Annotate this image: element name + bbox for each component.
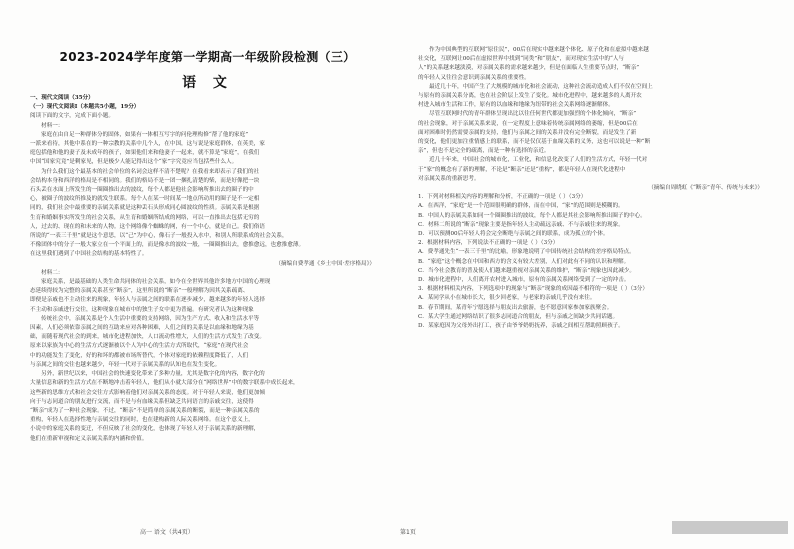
- text-line: B．春节期间，某青年宁愿选择与朋友出去旅游，也不愿意回家参加家族聚会。: [418, 304, 613, 311]
- text-line: 2．根据材料内容，下列说法不正确的一项是（ ）（3分）: [418, 240, 559, 247]
- text-line: 面对困难时仍然需要亲属的支持，他们与亲属之间的关系并没有完全断裂，而是发生了新: [418, 129, 637, 136]
- text-line: 为什么我们这个最基本的社会单位的名词会这样不清不楚呢？在我看来却表示了我们的社: [41, 168, 260, 175]
- exam-title: 2023-2024学年度第一学期高一年级阶段检测（三）: [59, 50, 356, 64]
- text-line: C．材料二所说的“断亲”现象主要是指年轻人主动疏远亲戚、不与亲戚往来的现象。: [418, 221, 624, 228]
- text-line: A．某同学从小在城市长大，很少回老家，与老家的亲戚几乎没有来往。: [418, 295, 596, 302]
- text-line: 最近几十年，中国产生了大规模的城市化和社会流动，这种社会流动造成人们不仅在空间上: [429, 83, 653, 90]
- text-line: 石头丢在水面上所发生的一圈圈推出去的波纹，每个人都是他社会影响所推出去的圈子的中: [30, 187, 254, 194]
- text-line: 不主动和亲戚进行交往，这种现象在城市中的独生子女中更为普遍。有研究者认为这种现象: [30, 306, 254, 313]
- text-line: 重构，年轻人在选择性地与亲属交往的同时，也在建构新的人际关系网络。在这个意义上，: [30, 417, 254, 424]
- text-line: 1．下列对材料相关内容的理解和分析，不正确的一项是（ ）（3分）: [418, 194, 587, 201]
- text-line: 的变化，他们更加注重情感上的联系，而不是仅仅基于血缘关系的义务，这也可以说是一种“断: [418, 139, 651, 146]
- text-line: 村进入城市生活和工作，原有的以血缘和地缘为纽带的社会关系网络逐渐解体。: [418, 102, 614, 109]
- text-line: 材料一：: [41, 122, 64, 129]
- text-line: 态延续得较为完整的亲属关系甚至“断亲”，这里所说的“断亲”一般理解为因其关系疏离、: [30, 288, 249, 295]
- text-line: 在这里我们遇到了中国社会结构的基本特性了。: [30, 251, 148, 258]
- text-line: 社交化，互联网让00后在虚拟世界中找到“同类”和“朋友”，而对现实生活中的“人与: [418, 56, 625, 63]
- left-column-text: [30, 94, 385, 444]
- text-line: D．城市化进程中，人们离开农村进入城市，原有的亲属关系网络受到了一定的冲击。: [418, 277, 630, 284]
- text-line: “断亲”成为了一种社会现象。不过，“断亲”不是简单的亲属关系的断裂，而是一种亲属关系的: [30, 407, 260, 414]
- text-line: 一、现代文阅读（35分）: [30, 95, 94, 101]
- text-line: 中国“国家究竟”是剩家见，但是极少人能记得出这个“家”字究竟应当包括些什么人。: [30, 159, 238, 166]
- text-line: 3．根据材料相关内容，下列选项中的现象与“断亲”现象的成因最不相符的一项是（ ）（3分）: [418, 286, 648, 293]
- text-line: 庭包括他和他的妻子及未成年的孩子，如果他们来和他妻子一起来，就不算是“家庭”，在我们: [30, 150, 260, 157]
- text-line: D．某家庭因为父母外出打工，孩子由爷爷奶奶抚养，亲戚之间相互帮助照顾孩子。: [418, 323, 624, 330]
- text-line: 家庭关系，是最基础的人类生命共同体的社会关系，如今在全世界其他许多地方中国的心理现: [41, 279, 271, 286]
- text-line: 材料二：: [41, 269, 64, 276]
- text-line: B．“家庭”这个概念在中国和西方的含义有较大差别，人们对此有不同的认识和理解。: [418, 258, 630, 265]
- text-line: 不像团体中的分子一般大家立在一个平面上的，而是像水的波纹一般，一圈圈推出去，愈推愈远，也愈推愈薄。: [30, 242, 305, 249]
- text-line: 人”的关系越来越淡漠，对亲属关系的需求越来越少，但是在面临人生重要节点时，“断亲”: [418, 65, 640, 72]
- text-line: C．某大学生通过网络结识了很多志同道合的朋友，但与亲戚之间缺少共同话题。: [418, 313, 619, 320]
- text-line: 大量信息和新的生活方式在不断地冲击着年轻人，他们从小就大部分在“网络世界”中的数字联系中成长起来，: [30, 380, 299, 387]
- text-line: （一）现代文阅读I（本题共5小题，19分）: [30, 104, 140, 111]
- text-line: 另外，新世纪以来，中国社会的快速变化带来了多种力量，尤其是数字化的内容，数字化的: [41, 371, 265, 378]
- right-column-text: [418, 46, 773, 331]
- text-line: 的社会现象，对于亲属关系来说，在一定程度上意味着传统亲属网络的萎缩，但是00后在: [418, 120, 638, 127]
- text-line: 于“家”的概念有了新的理解，不论是“断亲”还是“重构”，都是年轻人在现代化进程中: [418, 166, 626, 173]
- text-line: 的年轻人又往往会意识到亲属关系的重要性。: [418, 74, 530, 81]
- text-line: 他们在重新审视和定义亲属关系的内涵和价值。: [30, 435, 148, 442]
- text-line: 人，过去的、现在的和未来的人物。这个网络像个蜘蛛的网，有一个中心，就是自己。我们俗语: [30, 223, 265, 230]
- text-line: D．可以预测00后年轻人将会完全断绝与亲属之间的联系，成为孤立的个体。: [418, 231, 609, 238]
- text-line: 即便是亲戚也不主动往来的现象，年轻人与亲属之间的联系在逐步减少，越来越多的年轻人选择: [30, 297, 265, 304]
- text-line: 阅读下面的文字，完成下面小题。: [30, 113, 114, 120]
- gray-bar: [672, 521, 788, 534]
- text-line: A．费孝通先生“一表三千里”的比喻，形象地说明了中国传统社会结构的差序格局特点。: [418, 249, 635, 256]
- text-line: 原来以家族为中心的生活方式逐渐被以个人为中心的生活方式所取代，“家庭”在现代社会: [30, 343, 249, 350]
- text-line: 与原有的亲属关系分离，也在社会阶层上发生了变化。城市化进程中，越来越多的人离开农: [418, 93, 642, 100]
- text-line: （摘编自费孝通《乡土中国·差序格局》）: [275, 260, 375, 267]
- text-line: 向于与志同道合的朋友进行交流，而不是与有血缘关系但缺乏共同语言的亲戚交往，这使得: [30, 398, 254, 405]
- text-line: （摘编自周晓虹《“断亲”青年、传统与未来》）: [648, 185, 763, 192]
- text-line: 传统社会中，亲属关系是个人生活中重要的支持网络，因为生产方式、收入和生活水平等: [41, 315, 260, 322]
- text-line: 小说中的家庭关系的变迁，不但反映了社会的变化，也体现了年轻人对于亲属关系的新理解，: [30, 426, 260, 433]
- text-line: 中的功能发生了变化，好的和坏的都被市场所替代，个体对家庭的依赖程度降低了，人们: [30, 352, 249, 359]
- text-line: 础，而随着现代社会的到来，城市化进程加快，人口流动性增大，人们的生活方式发生了改变。: [30, 334, 265, 341]
- text-line: 心，被圈子的波纹所推及的就发生联系。每个人在某一时间某一地点所动用的圈子是不一定相: [30, 196, 260, 203]
- subject-title: 语 文: [182, 75, 233, 91]
- text-line: 尽管互联网时代的青年群体呈现出比以往任何世代都更加强烈的个体化倾向，“断亲”: [429, 111, 637, 118]
- page-footer-left: 高一 语文（共4页）: [140, 529, 194, 536]
- page-number: 第1页: [400, 529, 416, 536]
- text-line: 这些新的思维方式和社会交往方式影响着他们对亲属关系的态度。对于年轻人来说，他们更加倾: [30, 389, 265, 396]
- text-line: 作为中国典型的互联网“原住民”，00后在现实中越来越个体化、原子化和在虚拟中越来越: [429, 47, 649, 53]
- text-line: 一派来看待，其他中系在的一种宗教的关系中几个人，在中国，这与说是家庭群体，在英美，家: [30, 141, 265, 148]
- text-line: 因素，人们必须依靠亲属之间的互助来应对各种困难，人们之间的关系是以血缘和地缘为基: [30, 325, 254, 332]
- text-line: 会结构本身和西洋的格局是不相同的。我们的格局不是一团一捆扎清楚的柴，而是好像把一块: [30, 177, 260, 184]
- text-line: C．当今社会教育的普及使人们越来越重视对亲属关系的维护，“断亲”现象也因此减少。: [418, 267, 635, 274]
- text-line: B．中国人的亲属关系如同一个圈圈推出的波纹，每个人都是其社会影响所推出圈子的中心。: [418, 212, 646, 219]
- text-line: A．在西洋，“家庭”是一个范围很明确的群体，而在中国，“家”的范围则是模糊的。: [418, 203, 624, 210]
- text-line: 同的，我们社会中最重要的亲属关系就是这种丢石头形成同心圆波纹的性质。亲属关系是根据: [30, 205, 260, 212]
- text-line: 所说的“一表三千里”就是这个意思，以“己”为中心，像石子一般投入水中，和别人所联系成的社会关系，: [30, 233, 288, 240]
- text-line: 亲”，但也不是完全的疏离，而是一种有选择的亲近。: [418, 148, 550, 155]
- text-line: 生育和婚姻事实所发生的社会关系，从生育和婚姻所结成的网络，可以一直推出去包括无穷的: [30, 214, 260, 221]
- text-line: 对亲属关系的重新思考。: [418, 175, 480, 182]
- text-line: 家庭在由自足一种群体分的固体，如果有一体相互写字的问伦理构修“帮了他的家庭”: [41, 131, 249, 138]
- text-line: 近几十年来，中国社会的城市化，工业化，和信息化改变了人们的生活方式，年轻一代对: [429, 157, 648, 164]
- text-line: 与亲属之间的交往也越来越少，年轻一代对于亲属关系的认知也在发生变化。: [30, 361, 221, 368]
